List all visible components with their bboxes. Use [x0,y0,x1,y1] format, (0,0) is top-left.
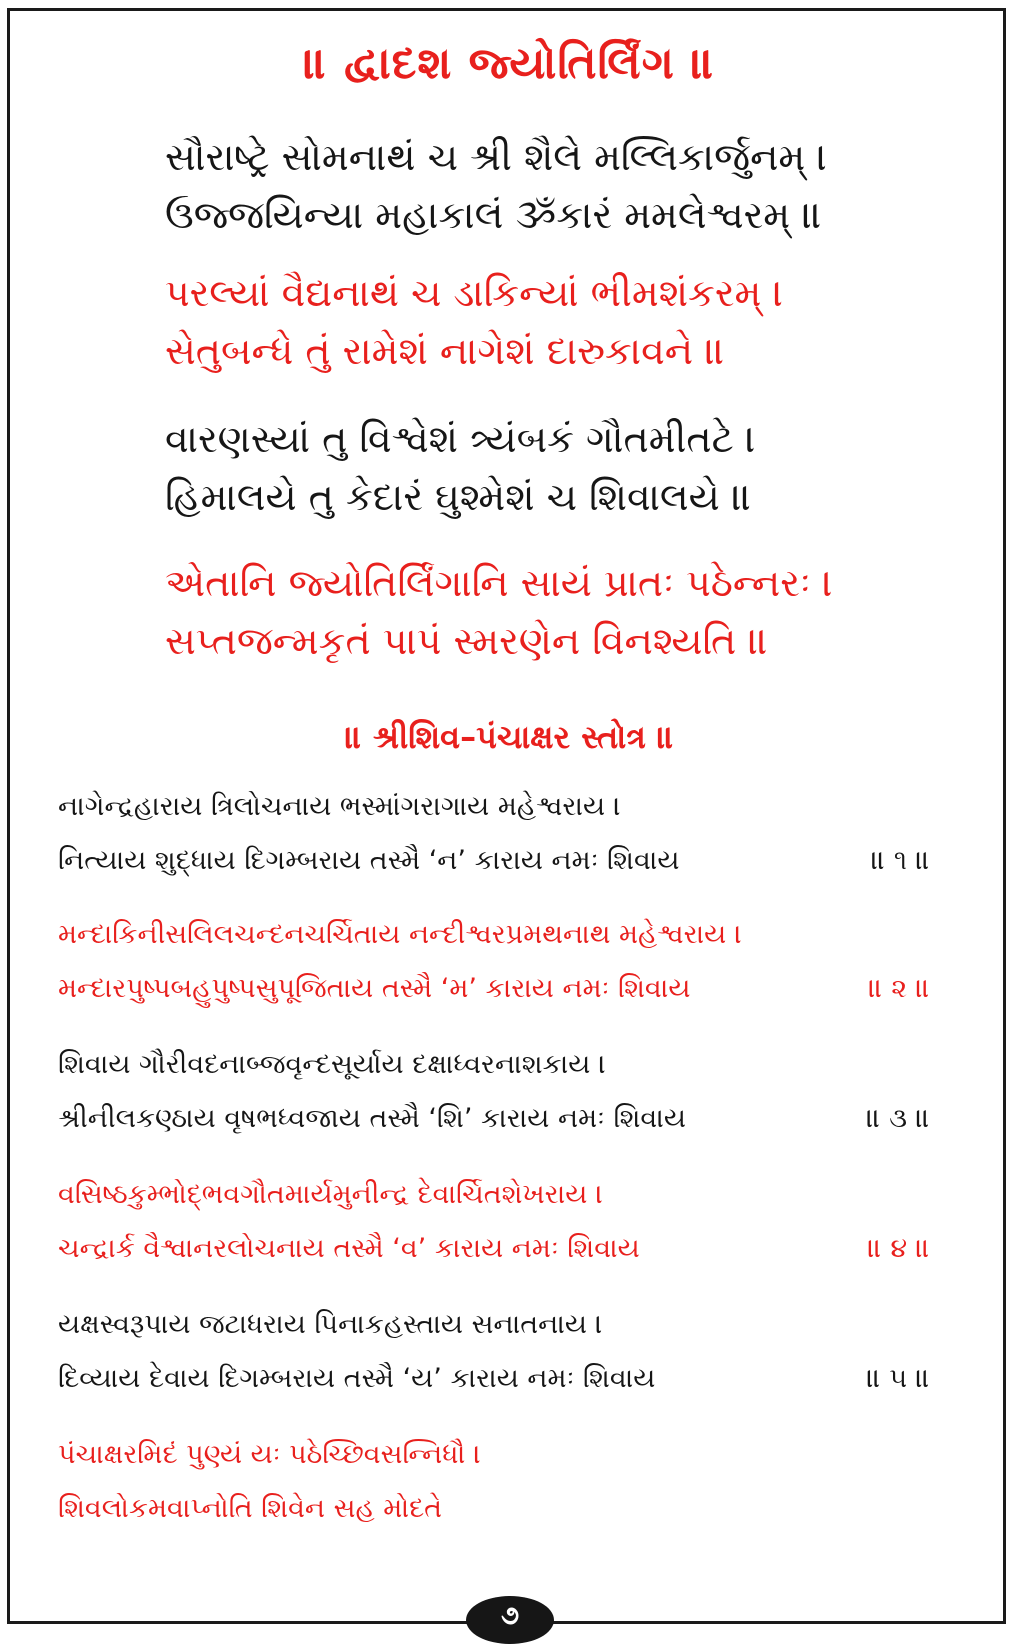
page-number: ૭ [466,1596,554,1644]
verse-line: એતાનિ જ્યોતિર્લિંગાનિ સાયં પ્રાતઃ પઠેન્નરઃ । [165,561,834,605]
stotra-verse-1 [58,780,938,888]
stotra-verse-5 [58,1298,938,1406]
verse-2 [165,264,855,380]
verse-1 [165,128,855,244]
stotra-verse-2 [58,908,938,1016]
verse-3 [165,410,855,526]
stotra-verse-4 [58,1168,938,1276]
verse-line: હિમાલયે તુ કેદારં ઘુશ્મેશં ચ શિવાલયે ॥ [165,475,752,519]
verse-line: ઉજ્જયિન્યા મહાકાલં ૐકારં મમલેશ્વરમ્ ॥ [165,193,823,237]
verse-line: પરલ્યાં વૈદ્યનાથં ચ ડાકિન્યાં ભીમશંકરમ્ । [165,271,784,315]
stotra-line: યક્ષસ્વરૂપાય જટાધરાય પિનાકહસ્તાય સનાતનાય । [58,1309,603,1340]
verse-line: વારણસ્યાં તુ વિશ્વેશં ત્ર્યંબકં ગૌતમીતટે । [165,417,756,461]
stotra-line: શિવલોકમવાપ્નોતિ શિવેન સહ મોદતે [58,1493,443,1524]
page-title: ॥ દ્વાદશ જ્યોતિર્લિંગ ॥ [303,38,716,89]
stotra-verse-6 [58,1428,938,1536]
stotra-verse-3 [58,1038,938,1146]
verse-line: સપ્તજન્મકૃતં પાપં સ્મરણેન વિનશ્યતિ ॥ [165,619,769,663]
stotra-line: શિવાય ગૌરીવદનાબ્જવૃન્દસૂર્યાય દક્ષાધ્વરનાશકાય । [58,1049,607,1080]
verse-line: સૌરાષ્ટ્રે સોમનાથં ચ શ્રી શૈલે મલ્લિકાર્જુનમ્ । [165,135,828,179]
verse-number: ॥ ૩ ॥ [866,1103,930,1134]
stotra-line: ચન્દ્રાર્ક વૈશ્વાનરલોચનાય તસ્મૈ ‘વ’ કારાય નમઃ શિવાય [58,1233,640,1264]
section-title: ॥ શ્રીશિવ–પંચાક્ષર સ્તોત્ર ॥ [344,718,674,756]
verse-number: ॥ ૧ ॥ [871,845,930,876]
verse-number: ॥ ૫ ॥ [866,1363,930,1394]
verse-4 [165,554,855,670]
stotra-line: મન્દાકિનીસલિલચન્દનચર્ચિતાય નન્દીશ્વરપ્રમથનાથ મહેશ્વરાય । [58,919,743,950]
stotra-line: મન્દારપુષ્પબહુપુષ્પસુપૂજિતાય તસ્મૈ ‘મ’ કારાય નમઃ શિવાય [58,973,691,1004]
stotra-line: નિત્યાય શુદ્ધાય દિગમ્બરાય તસ્મૈ ‘ન’ કારાય નમઃ શિવાય [58,845,680,876]
stotra-line: નાગેન્દ્રહારાય ત્રિલોચનાય ભસ્માંગરાગાય મહેશ્વરાય । [58,791,621,822]
stotra-line: દિવ્યાય દેવાય દિગમ્બરાય તસ્મૈ ‘ય’ કારાય નમઃ શિવાય [58,1363,656,1394]
verse-number: ॥ ૪ ॥ [867,1233,930,1264]
stotra-line: વસિષ્ઠકુમ્ભોદ્ભવગૌતમાર્યમુનીન્દ્ર દેવાર્ચિતશેખરાય । [58,1179,604,1210]
stotra-line: પંચાક્ષરમિદં પુણ્યં યઃ પઠેચ્છિવસન્નિધૌ । [58,1439,482,1470]
verse-line: સેતુબન્ધે તું રામેશં નાગેશં દારુકાવને ॥ [165,329,726,373]
verse-number: ॥ ૨ ॥ [868,973,930,1004]
stotra-line: શ્રીનીલકણ્ઠાય વૃષભધ્વજાય તસ્મૈ ‘શિ’ કારાય નમઃ શિવાય [58,1103,686,1134]
